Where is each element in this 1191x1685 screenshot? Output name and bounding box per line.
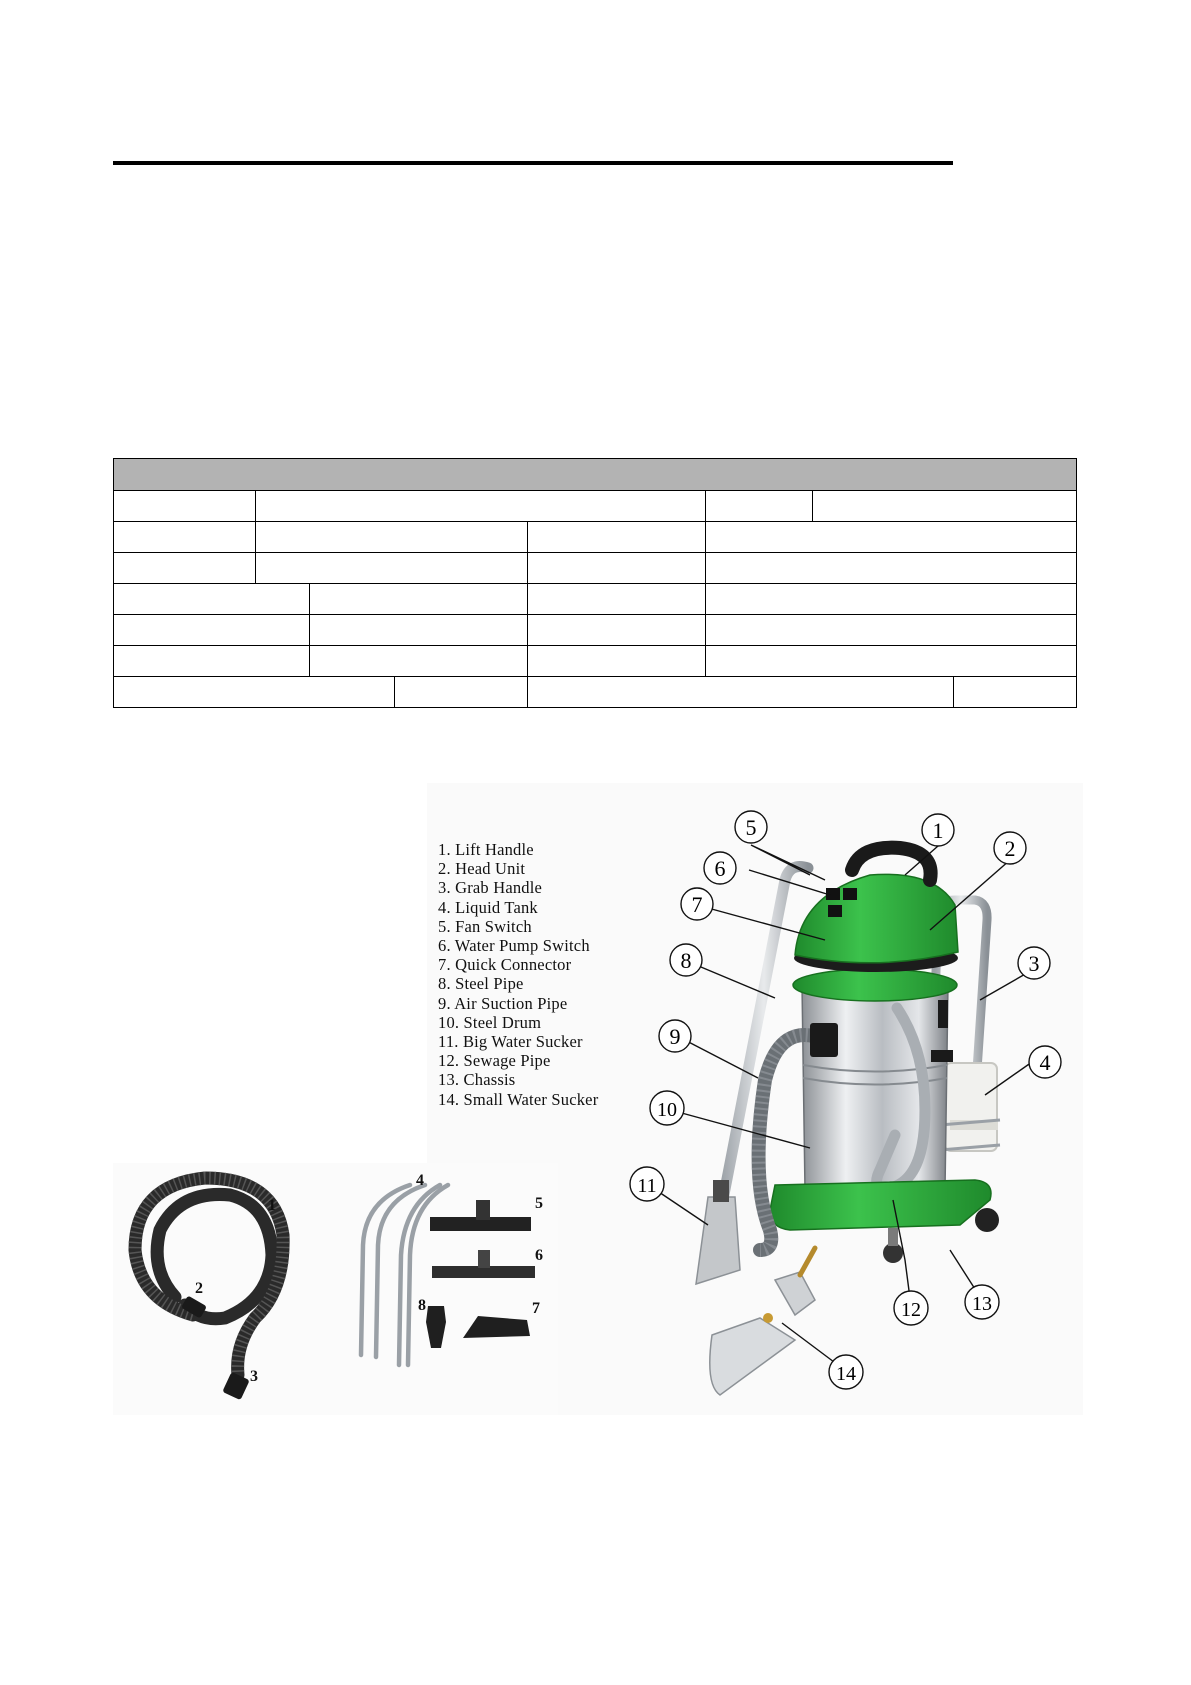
svg-text:8: 8	[680, 948, 692, 973]
svg-text:2: 2	[1004, 836, 1016, 861]
crevice-tool	[463, 1316, 530, 1338]
list-item: 12. Sewage Pipe	[438, 1051, 551, 1071]
svg-text:6: 6	[714, 856, 726, 881]
svg-text:3: 3	[250, 1368, 258, 1385]
list-item: 4. Liquid Tank	[438, 897, 538, 917]
svg-text:3: 3	[1028, 951, 1040, 976]
svg-text:7: 7	[532, 1300, 540, 1317]
list-item: 6. Water Pump Switch	[438, 936, 590, 956]
list-item: 2. Head Unit	[438, 859, 526, 879]
svg-text:5: 5	[535, 1195, 543, 1212]
svg-text:1: 1	[932, 818, 944, 843]
list-item: 9. Air Suction Pipe	[438, 993, 568, 1013]
list-item: 14. Small Water Sucker	[438, 1089, 599, 1109]
list-item: 11. Big Water Sucker	[438, 1032, 583, 1052]
list-item: 5. Fan Switch	[438, 916, 532, 936]
svg-text:12: 12	[901, 1299, 921, 1321]
svg-text:8: 8	[418, 1297, 426, 1314]
list-item: 8. Steel Pipe	[438, 974, 524, 994]
hose-adapter	[426, 1306, 446, 1348]
svg-text:5: 5	[745, 815, 757, 840]
list-item: 10. Steel Drum	[438, 1012, 542, 1032]
list-item: 7. Quick Connector	[438, 955, 572, 975]
hose-cuff	[222, 1372, 249, 1400]
svg-text:1: 1	[268, 1197, 276, 1214]
coiled-hose	[135, 1178, 283, 1375]
svg-text:9: 9	[669, 1024, 681, 1049]
list-item: 1. Lift Handle	[438, 840, 534, 859]
floor-nozzle	[432, 1250, 535, 1278]
svg-text:7: 7	[691, 892, 703, 917]
svg-text:4: 4	[416, 1172, 424, 1189]
list-item: 3. Grab Handle	[438, 878, 543, 898]
svg-text:13: 13	[972, 1293, 992, 1315]
floor-nozzle	[430, 1200, 531, 1231]
list-item: 13. Chassis	[438, 1070, 516, 1090]
svg-text:4: 4	[1039, 1050, 1051, 1075]
svg-text:10: 10	[657, 1099, 677, 1121]
svg-text:6: 6	[535, 1247, 543, 1264]
svg-text:11: 11	[637, 1175, 657, 1197]
svg-text:2: 2	[195, 1280, 203, 1297]
svg-text:14: 14	[836, 1363, 856, 1385]
